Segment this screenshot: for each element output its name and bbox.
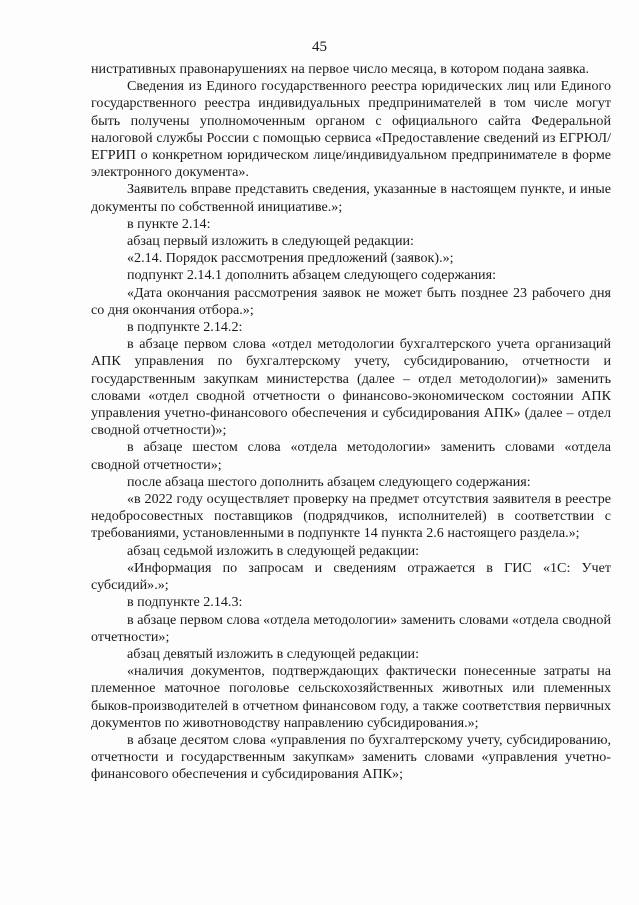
paragraph: в подпункте 2.14.2:	[127, 319, 243, 336]
paragraph: «в 2022 году осуществляет проверку на предмет отсутствия заявителя в реестре недобросовестных поставщиков (подрядчиков, исполнителей) в соответствии с требованиями, установленными в подпункте 14 пункта 2.6 настоящего раздела.»;	[91, 491, 611, 542]
paragraph: в подпункте 2.14.3:	[127, 594, 243, 611]
document-body	[91, 61, 611, 784]
paragraph: абзац девятый изложить в следующей редакции:	[127, 645, 420, 662]
paragraph: абзац седьмой изложить в следующей редакции:	[127, 542, 420, 559]
paragraph: подпункт 2.14.1 дополнить абзацем следующего содержания:	[127, 267, 496, 284]
paragraph: «Дата окончания рассмотрения заявок не может быть позднее 23 рабочего дня со дня окончания отбора.»;	[91, 284, 611, 318]
paragraph: в абзаце шестом слова «отдела методологии» заменить словами «отдела сводной отчетности»;	[91, 439, 611, 473]
page-number: 45	[312, 39, 327, 55]
paragraph: «наличия документов, подтверждающих фактически понесенные затраты на племенное маточное поголовье сельскохозяйственных животных или племенных быков-производителей в отчетном финансовом году, а также соответствия первичных документов по животноводству направлению субсидирования.»;	[91, 663, 611, 731]
paragraph: Сведения из Единого государственного реестра юридических лиц или Единого государственного реестра индивидуальных предпринимателей в том числе могут быть получены уполномоченным органом с официального сайта Федеральной налоговой службы России с помощью сервиса «Предоставление сведений из ЕГРЮЛ/ЕГРИП о конкретном юридическом лице/индивидуальном предпринимателе в форме электронного документа».	[91, 78, 611, 181]
paragraph: в абзаце первом слова «отдел методологии бухгалтерского учета организаций АПК управления по бухгалтерскому учету, субсидированию, отчетности и государственным закупкам министерства (далее – отдел методологии)» заменить словами «отдел сводной отчетности о финансово-экономическом состоянии АПК управления учетно-финансового обеспечения и субсидирования АПК» (далее – отдел сводной отчетности)»;	[91, 336, 611, 439]
paragraph: «Информация по запросам и сведениям отражается в ГИС «1С: Учет субсидий».»;	[91, 559, 611, 594]
paragraph: в пункте 2.14:	[127, 215, 211, 232]
paragraph: после абзаца шестого дополнить абзацем следующего содержания:	[127, 473, 531, 490]
paragraph: в абзаце первом слова «отдела методологии» заменить словами «отдела сводной отчетности»;	[91, 611, 611, 645]
paragraph: в абзаце десятом слова «управления по бухгалтерскому учету, субсидированию, отчетности и государственным закупкам» заменить словами «управления учетно-финансового обеспечения и субсидирования АПК»;	[91, 731, 611, 783]
paragraph: абзац первый изложить в следующей редакции:	[127, 233, 414, 250]
paragraph: «2.14. Порядок рассмотрения предложений (заявок).»;	[127, 250, 454, 267]
paragraph: нистративных правонарушениях на первое число месяца, в котором подана заявка.	[91, 61, 590, 77]
paragraph: Заявитель вправе представить сведения, указанные в настоящем пункте, и иные документы по собственной инициативе.»;	[91, 181, 611, 215]
